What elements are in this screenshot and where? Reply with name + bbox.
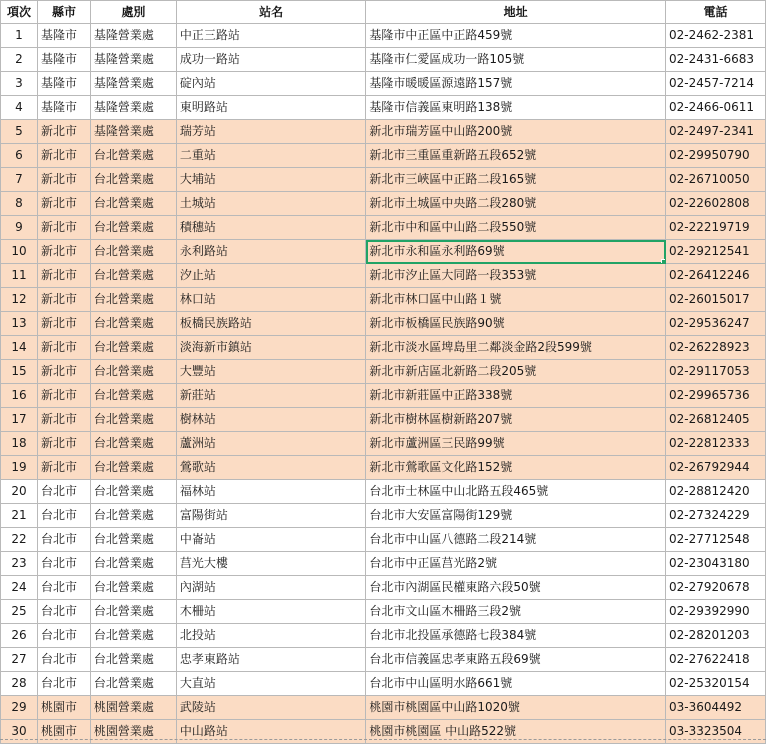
table-body [1, 24, 766, 744]
cell-index[interactable]: 16 [1, 384, 38, 408]
cell-index[interactable]: 20 [1, 480, 38, 504]
cell-phone[interactable]: 02-27712548 [666, 528, 766, 552]
cell-phone[interactable]: 02-29965736 [666, 384, 766, 408]
table-row[interactable] [1, 48, 766, 72]
cell-address[interactable]: 新北市板橋區民族路90號 [366, 312, 666, 336]
cell-index[interactable]: 28 [1, 672, 38, 696]
cell-address[interactable]: 新北市樹林區樹新路207號 [366, 408, 666, 432]
cell-address[interactable]: 台北市內湖區民權東路六段50號 [366, 576, 666, 600]
cell-station[interactable]: 二重站 [176, 144, 366, 168]
cell-station[interactable]: 中正三路站 [176, 24, 366, 48]
header-index[interactable]: 項次 [1, 1, 38, 24]
cell-station[interactable]: 大直站 [176, 672, 366, 696]
cell-city[interactable]: 新北市 [37, 288, 90, 312]
table-row[interactable] [1, 648, 766, 672]
cell-office[interactable]: 台北營業處 [90, 336, 176, 360]
cell-station[interactable]: 汐止站 [176, 264, 366, 288]
cell-station[interactable]: 忠孝東路站 [176, 648, 366, 672]
cell-office[interactable]: 台北營業處 [90, 648, 176, 672]
cell-station[interactable]: 瑞芳站 [176, 120, 366, 144]
table-row[interactable] [1, 24, 766, 48]
cell-index[interactable]: 5 [1, 120, 38, 144]
table-row[interactable] [1, 456, 766, 480]
page-break-line [0, 739, 766, 740]
cell-station[interactable]: 土城站 [176, 192, 366, 216]
table-row[interactable] [1, 696, 766, 720]
header-row [1, 1, 766, 24]
cell-station[interactable]: 板橋民族路站 [176, 312, 366, 336]
cell-city[interactable]: 基隆市 [37, 24, 90, 48]
cell-city[interactable]: 新北市 [37, 192, 90, 216]
cell-office[interactable]: 台北營業處 [90, 552, 176, 576]
table-row[interactable] [1, 216, 766, 240]
cell-office[interactable]: 台北營業處 [90, 312, 176, 336]
cell-index[interactable]: 4 [1, 96, 38, 120]
cell-index[interactable]: 2 [1, 48, 38, 72]
cell-office[interactable]: 基隆營業處 [90, 120, 176, 144]
cell-phone[interactable]: 02-29536247 [666, 312, 766, 336]
cell-city[interactable]: 台北市 [37, 552, 90, 576]
cell-index[interactable]: 12 [1, 288, 38, 312]
cell-address[interactable]: 新北市三重區重新路五段652號 [366, 144, 666, 168]
cell-city[interactable]: 桃園市 [37, 720, 90, 744]
cell-station[interactable]: 北投站 [176, 624, 366, 648]
cell-city[interactable]: 新北市 [37, 312, 90, 336]
cell-city[interactable]: 台北市 [37, 576, 90, 600]
cell-office[interactable]: 台北營業處 [90, 408, 176, 432]
cell-address[interactable]: 台北市士林區中山北路五段465號 [366, 480, 666, 504]
cell-station[interactable]: 蘆洲站 [176, 432, 366, 456]
cell-phone[interactable]: 02-22602808 [666, 192, 766, 216]
header-address[interactable]: 地址 [366, 1, 666, 24]
cell-phone[interactable]: 02-27324229 [666, 504, 766, 528]
cell-phone[interactable]: 02-28812420 [666, 480, 766, 504]
cell-index[interactable]: 9 [1, 216, 38, 240]
cell-office[interactable]: 桃園營業處 [90, 696, 176, 720]
cell-station[interactable]: 永利路站 [176, 240, 366, 264]
cell-address[interactable]: 台北市北投區承德路七段384號 [366, 624, 666, 648]
cell-address[interactable]: 新北市土城區中央路二段280號 [366, 192, 666, 216]
cell-phone[interactable]: 02-23043180 [666, 552, 766, 576]
cell-office[interactable]: 台北營業處 [90, 168, 176, 192]
cell-station[interactable]: 成功一路站 [176, 48, 366, 72]
table-row[interactable] [1, 72, 766, 96]
cell-phone[interactable]: 02-26412246 [666, 264, 766, 288]
cell-address[interactable]: 台北市文山區木柵路三段2號 [366, 600, 666, 624]
table-row[interactable] [1, 576, 766, 600]
table-row[interactable] [1, 528, 766, 552]
cell-address[interactable]: 新北市鶯歌區文化路152號 [366, 456, 666, 480]
cell-index[interactable]: 23 [1, 552, 38, 576]
table-row[interactable] [1, 144, 766, 168]
cell-index[interactable]: 26 [1, 624, 38, 648]
cell-index[interactable]: 21 [1, 504, 38, 528]
cell-station[interactable]: 富陽街站 [176, 504, 366, 528]
cell-address[interactable]: 桃園市桃園區中山路1020號 [366, 696, 666, 720]
cell-office[interactable]: 台北營業處 [90, 216, 176, 240]
cell-office[interactable]: 台北營業處 [90, 672, 176, 696]
cell-address[interactable]: 新北市三峽區中正路二段165號 [366, 168, 666, 192]
selected-cell[interactable]: 新北市永和區永利路69號 [366, 240, 666, 264]
table-row[interactable] [1, 288, 766, 312]
table-row[interactable] [1, 312, 766, 336]
cell-address[interactable]: 新北市蘆洲區三民路99號 [366, 432, 666, 456]
cell-address[interactable]: 新北市中和區中山路二段550號 [366, 216, 666, 240]
cell-city[interactable]: 新北市 [37, 144, 90, 168]
cell-address[interactable]: 基隆市信義區東明路138號 [366, 96, 666, 120]
cell-address[interactable]: 基隆市中正區中正路459號 [366, 24, 666, 48]
cell-station[interactable]: 積穗站 [176, 216, 366, 240]
cell-city[interactable]: 新北市 [37, 432, 90, 456]
cell-station[interactable]: 淡海新市鎮站 [176, 336, 366, 360]
cell-city[interactable]: 台北市 [37, 672, 90, 696]
cell-city[interactable]: 新北市 [37, 384, 90, 408]
table-row[interactable] [1, 360, 766, 384]
cell-station[interactable]: 碇內站 [176, 72, 366, 96]
cell-office[interactable]: 台北營業處 [90, 480, 176, 504]
cell-city[interactable]: 新北市 [37, 456, 90, 480]
cell-city[interactable]: 新北市 [37, 216, 90, 240]
cell-office[interactable]: 台北營業處 [90, 360, 176, 384]
table-row[interactable] [1, 384, 766, 408]
cell-index[interactable]: 14 [1, 336, 38, 360]
cell-phone[interactable]: 02-26015017 [666, 288, 766, 312]
table-row[interactable] [1, 96, 766, 120]
cell-station[interactable]: 鶯歌站 [176, 456, 366, 480]
cell-station[interactable]: 內湖站 [176, 576, 366, 600]
table-row[interactable] [1, 480, 766, 504]
cell-index[interactable]: 18 [1, 432, 38, 456]
cell-address[interactable]: 新北市瑞芳區中山路200號 [366, 120, 666, 144]
cell-phone[interactable]: 03-3323504 [666, 720, 766, 744]
cell-office[interactable]: 基隆營業處 [90, 72, 176, 96]
header-office[interactable]: 處別 [90, 1, 176, 24]
cell-city[interactable]: 台北市 [37, 648, 90, 672]
cell-index[interactable]: 17 [1, 408, 38, 432]
cell-address[interactable]: 台北市中山區明水路661號 [366, 672, 666, 696]
cell-phone[interactable]: 03-3604492 [666, 696, 766, 720]
table-row[interactable] [1, 192, 766, 216]
cell-office[interactable]: 台北營業處 [90, 456, 176, 480]
cell-index[interactable]: 10 [1, 240, 38, 264]
cell-phone[interactable]: 02-26792944 [666, 456, 766, 480]
cell-station[interactable]: 大埔站 [176, 168, 366, 192]
cell-phone[interactable]: 02-22219719 [666, 216, 766, 240]
cell-address[interactable]: 基隆市暖暖區源遠路157號 [366, 72, 666, 96]
cell-office[interactable]: 台北營業處 [90, 576, 176, 600]
cell-station[interactable]: 莒光大樓 [176, 552, 366, 576]
cell-station[interactable]: 大豐站 [176, 360, 366, 384]
cell-index[interactable]: 19 [1, 456, 38, 480]
table-row[interactable] [1, 600, 766, 624]
cell-office[interactable]: 台北營業處 [90, 504, 176, 528]
cell-address[interactable]: 台北市中正區莒光路2號 [366, 552, 666, 576]
cell-address[interactable]: 新北市淡水區埤島里二鄰淡金路2段599號 [366, 336, 666, 360]
cell-office[interactable]: 台北營業處 [90, 288, 176, 312]
cell-office[interactable]: 基隆營業處 [90, 48, 176, 72]
cell-phone[interactable]: 02-26710050 [666, 168, 766, 192]
cell-index[interactable]: 7 [1, 168, 38, 192]
header-phone[interactable]: 電話 [666, 1, 766, 24]
header-city[interactable]: 縣市 [37, 1, 90, 24]
cell-address[interactable]: 基隆市仁愛區成功一路105號 [366, 48, 666, 72]
cell-index[interactable]: 27 [1, 648, 38, 672]
cell-station[interactable]: 木柵站 [176, 600, 366, 624]
table-row[interactable] [1, 120, 766, 144]
cell-phone[interactable]: 02-29950790 [666, 144, 766, 168]
cell-office[interactable]: 台北營業處 [90, 624, 176, 648]
cell-city[interactable]: 基隆市 [37, 96, 90, 120]
cell-phone[interactable]: 02-29212541 [666, 240, 766, 264]
cell-station[interactable]: 中崙站 [176, 528, 366, 552]
cell-office[interactable]: 桃園營業處 [90, 720, 176, 744]
cell-index[interactable]: 3 [1, 72, 38, 96]
cell-city[interactable]: 基隆市 [37, 72, 90, 96]
cell-city[interactable]: 桃園市 [37, 696, 90, 720]
table-row[interactable] [1, 432, 766, 456]
cell-address[interactable]: 新北市新店區北新路二段205號 [366, 360, 666, 384]
cell-office[interactable]: 台北營業處 [90, 144, 176, 168]
cell-phone[interactable]: 02-26812405 [666, 408, 766, 432]
cell-city[interactable]: 台北市 [37, 504, 90, 528]
cell-phone[interactable]: 02-2497-2341 [666, 120, 766, 144]
cell-address[interactable]: 新北市汐止區大同路一段353號 [366, 264, 666, 288]
cell-phone[interactable]: 02-22812333 [666, 432, 766, 456]
cell-station[interactable]: 林口站 [176, 288, 366, 312]
cell-phone[interactable]: 02-29117053 [666, 360, 766, 384]
cell-phone[interactable]: 02-2462-2381 [666, 24, 766, 48]
cell-city[interactable]: 新北市 [37, 168, 90, 192]
cell-index[interactable]: 30 [1, 720, 38, 744]
cell-index[interactable]: 22 [1, 528, 38, 552]
cell-address[interactable]: 新北市林口區中山路１號 [366, 288, 666, 312]
table-row[interactable] [1, 504, 766, 528]
cell-phone[interactable]: 02-2457-7214 [666, 72, 766, 96]
cell-city[interactable]: 台北市 [37, 600, 90, 624]
table-row[interactable] [1, 408, 766, 432]
cell-phone[interactable]: 02-27622418 [666, 648, 766, 672]
cell-phone[interactable]: 02-26228923 [666, 336, 766, 360]
cell-office[interactable]: 台北營業處 [90, 600, 176, 624]
cell-address[interactable]: 台北市大安區富陽街129號 [366, 504, 666, 528]
cell-office[interactable]: 台北營業處 [90, 432, 176, 456]
cell-phone[interactable]: 02-2431-6683 [666, 48, 766, 72]
cell-city[interactable]: 基隆市 [37, 48, 90, 72]
cell-office[interactable]: 台北營業處 [90, 528, 176, 552]
cell-address[interactable]: 桃園市桃園區 中山路522號 [366, 720, 666, 744]
table-row[interactable] [1, 264, 766, 288]
cell-index[interactable]: 24 [1, 576, 38, 600]
cell-address[interactable]: 台北市信義區忠孝東路五段69號 [366, 648, 666, 672]
cell-address[interactable]: 新北市新莊區中正路338號 [366, 384, 666, 408]
table-row[interactable] [1, 672, 766, 696]
cell-phone[interactable]: 02-28201203 [666, 624, 766, 648]
cell-station[interactable]: 福林站 [176, 480, 366, 504]
cell-index[interactable]: 13 [1, 312, 38, 336]
cell-index[interactable]: 11 [1, 264, 38, 288]
cell-station[interactable]: 東明路站 [176, 96, 366, 120]
cell-phone[interactable]: 02-2466-0611 [666, 96, 766, 120]
cell-station[interactable]: 中山路站 [176, 720, 366, 744]
header-station[interactable]: 站名 [176, 1, 366, 24]
cell-phone[interactable]: 02-27920678 [666, 576, 766, 600]
cell-city[interactable]: 新北市 [37, 240, 90, 264]
cell-station[interactable]: 武陵站 [176, 696, 366, 720]
cell-office[interactable]: 台北營業處 [90, 384, 176, 408]
cell-city[interactable]: 台北市 [37, 528, 90, 552]
cell-city[interactable]: 新北市 [37, 408, 90, 432]
cell-office[interactable]: 台北營業處 [90, 240, 176, 264]
cell-city[interactable]: 新北市 [37, 264, 90, 288]
cell-office[interactable]: 基隆營業處 [90, 24, 176, 48]
cell-phone[interactable]: 02-29392990 [666, 600, 766, 624]
cell-city[interactable]: 台北市 [37, 624, 90, 648]
cell-index[interactable]: 15 [1, 360, 38, 384]
cell-office[interactable]: 基隆營業處 [90, 96, 176, 120]
cell-city[interactable]: 台北市 [37, 480, 90, 504]
table-row[interactable] [1, 552, 766, 576]
cell-office[interactable]: 台北營業處 [90, 264, 176, 288]
cell-phone[interactable]: 02-25320154 [666, 672, 766, 696]
cell-station[interactable]: 新莊站 [176, 384, 366, 408]
cell-index[interactable]: 1 [1, 24, 38, 48]
cell-city[interactable]: 新北市 [37, 360, 90, 384]
table-row[interactable] [1, 624, 766, 648]
cell-city[interactable]: 新北市 [37, 120, 90, 144]
table-row[interactable] [1, 336, 766, 360]
cell-index[interactable]: 8 [1, 192, 38, 216]
table-row[interactable] [1, 168, 766, 192]
cell-station[interactable]: 樹林站 [176, 408, 366, 432]
cell-index[interactable]: 29 [1, 696, 38, 720]
cell-office[interactable]: 台北營業處 [90, 192, 176, 216]
cell-city[interactable]: 新北市 [37, 336, 90, 360]
cell-address[interactable]: 台北市中山區八德路二段214號 [366, 528, 666, 552]
cell-index[interactable]: 25 [1, 600, 38, 624]
cell-index[interactable]: 6 [1, 144, 38, 168]
table-row[interactable] [1, 240, 766, 264]
